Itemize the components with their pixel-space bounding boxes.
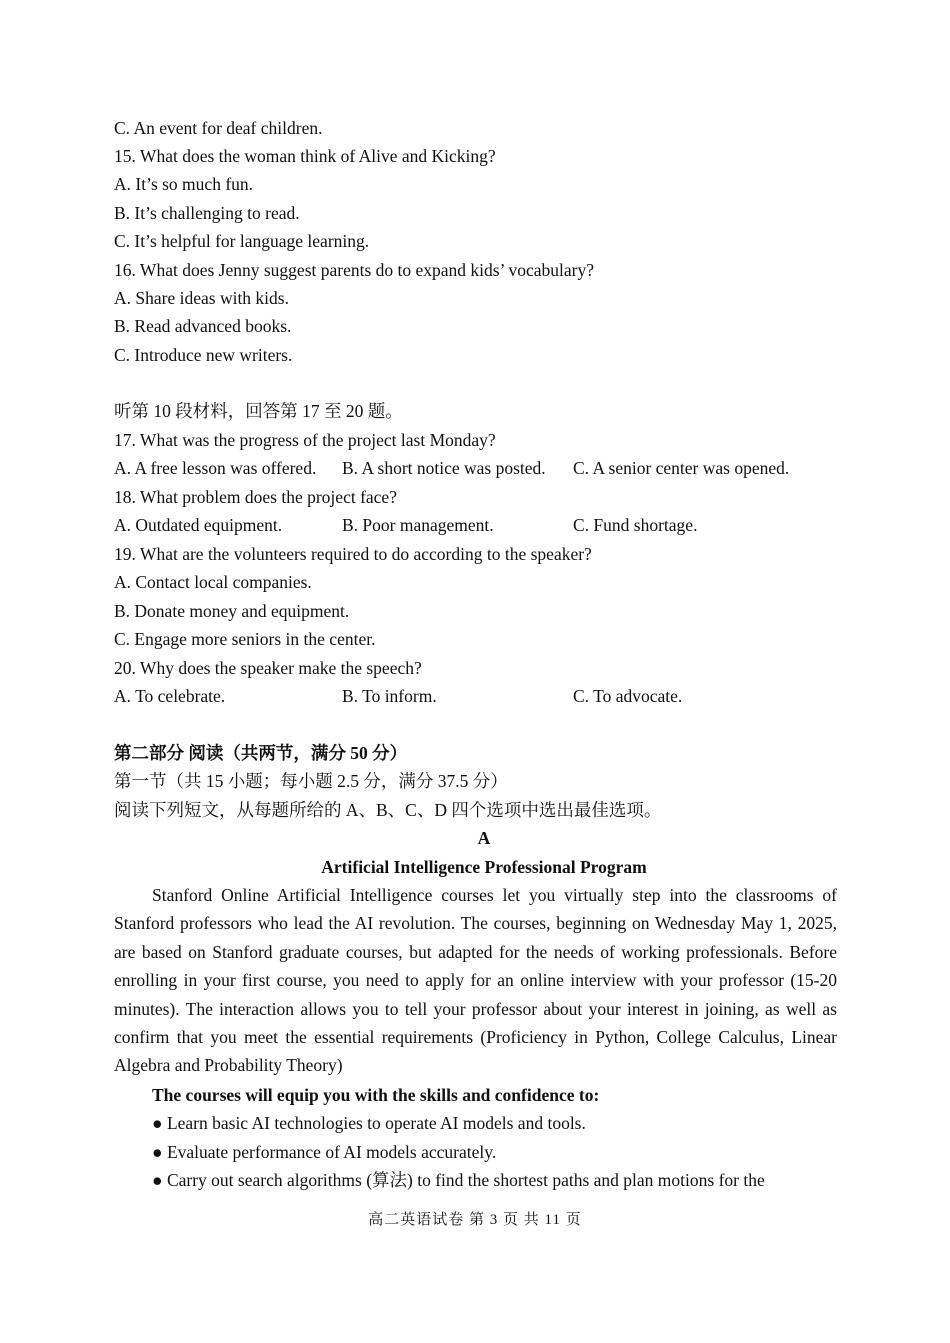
- skills-heading: The courses will equip you with the skills and confidence to:: [152, 1085, 600, 1105]
- q18-option-b: B. Poor management.: [342, 515, 494, 535]
- instruction-material-10: 听第 10 段材料，回答第 17 至 20 题。: [114, 401, 403, 421]
- q15-option-b: B. It’s challenging to read.: [114, 203, 300, 223]
- q16-option-c: C. Introduce new writers.: [114, 345, 293, 365]
- passage-label: A: [477, 828, 491, 848]
- skills-section: [152, 1081, 842, 1195]
- q16-option-b: B. Read advanced books.: [114, 316, 292, 336]
- q17-option-b: B. A short notice was posted.: [342, 458, 546, 478]
- passage-title: Artificial Intelligence Professional Program: [321, 857, 647, 877]
- q15-stem: 15. What does the woman think of Alive and Kicking?: [114, 146, 496, 166]
- passage-paragraph: Stanford Online Artificial Intelligence courses let you virtually step into the classrooms of Stanford professors who lead the AI revolution. The courses, beginning on Wednesday May 1, 2025, are based on Stanford graduate courses, but adapted for the needs of working professionals. Before enrolling in your first course, you need to apply for an online interview with your professor (15-20 minutes). The interaction allows you to tell your professor about your interest in joining, as well as confirm that you meet the essential requirements (Proficiency in Python, College Calculus, Linear Algebra and Probability Theory): [114, 885, 837, 1076]
- q17-stem: 17. What was the progress of the project last Monday?: [114, 430, 496, 450]
- q14-option-c: C. An event for deaf children.: [114, 118, 323, 138]
- q17-option-a: A. A free lesson was offered.: [114, 458, 317, 478]
- page-footer: 高二英语试卷 第 3 页 共 11 页: [368, 1212, 582, 1228]
- skill-bullet: ● Learn basic AI technologies to operate AI models and tools.: [152, 1113, 586, 1134]
- q16-option-a: A. Share ideas with kids.: [114, 288, 289, 308]
- q20-option-c: C. To advocate.: [573, 686, 683, 706]
- q19-option-a: A. Contact local companies.: [114, 572, 312, 592]
- reading-part-title: 第二部分 阅读（共两节，满分 50 分）: [114, 743, 408, 763]
- q19-option-b: B. Donate money and equipment.: [114, 601, 350, 621]
- q15-option-c: C. It’s helpful for language learning.: [114, 231, 370, 251]
- q20-stem: 20. Why does the speaker make the speech?: [114, 658, 422, 678]
- q20-option-b: B. To inform.: [342, 686, 437, 706]
- skill-bullet: ● Carry out search algorithms (算法) to find the shortest paths and plan motions for the: [152, 1170, 765, 1191]
- q17-option-c: C. A senior center was opened.: [573, 458, 790, 478]
- q19-option-c: C. Engage more seniors in the center.: [114, 629, 376, 649]
- q20-option-a: A. To celebrate.: [114, 686, 226, 706]
- q18-option-c: C. Fund shortage.: [573, 515, 698, 535]
- reading-instruction: 阅读下列短文，从每题所给的 A、B、C、D 四个选项中选出最佳选项。: [114, 800, 662, 820]
- skill-bullet: ● Evaluate performance of AI models accurately.: [152, 1141, 497, 1162]
- q18-option-a: A. Outdated equipment.: [114, 515, 283, 535]
- q19-stem: 19. What are the volunteers required to do according to the speaker?: [114, 544, 592, 564]
- q18-stem: 18. What problem does the project face?: [114, 487, 397, 507]
- q15-option-a: A. It’s so much fun.: [114, 174, 254, 194]
- reading-section-title: 第一节（共 15 小题；每小题 2.5 分，满分 37.5 分）: [114, 771, 508, 791]
- q16-stem: 16. What does Jenny suggest parents do to expand kids’ vocabulary?: [114, 260, 595, 280]
